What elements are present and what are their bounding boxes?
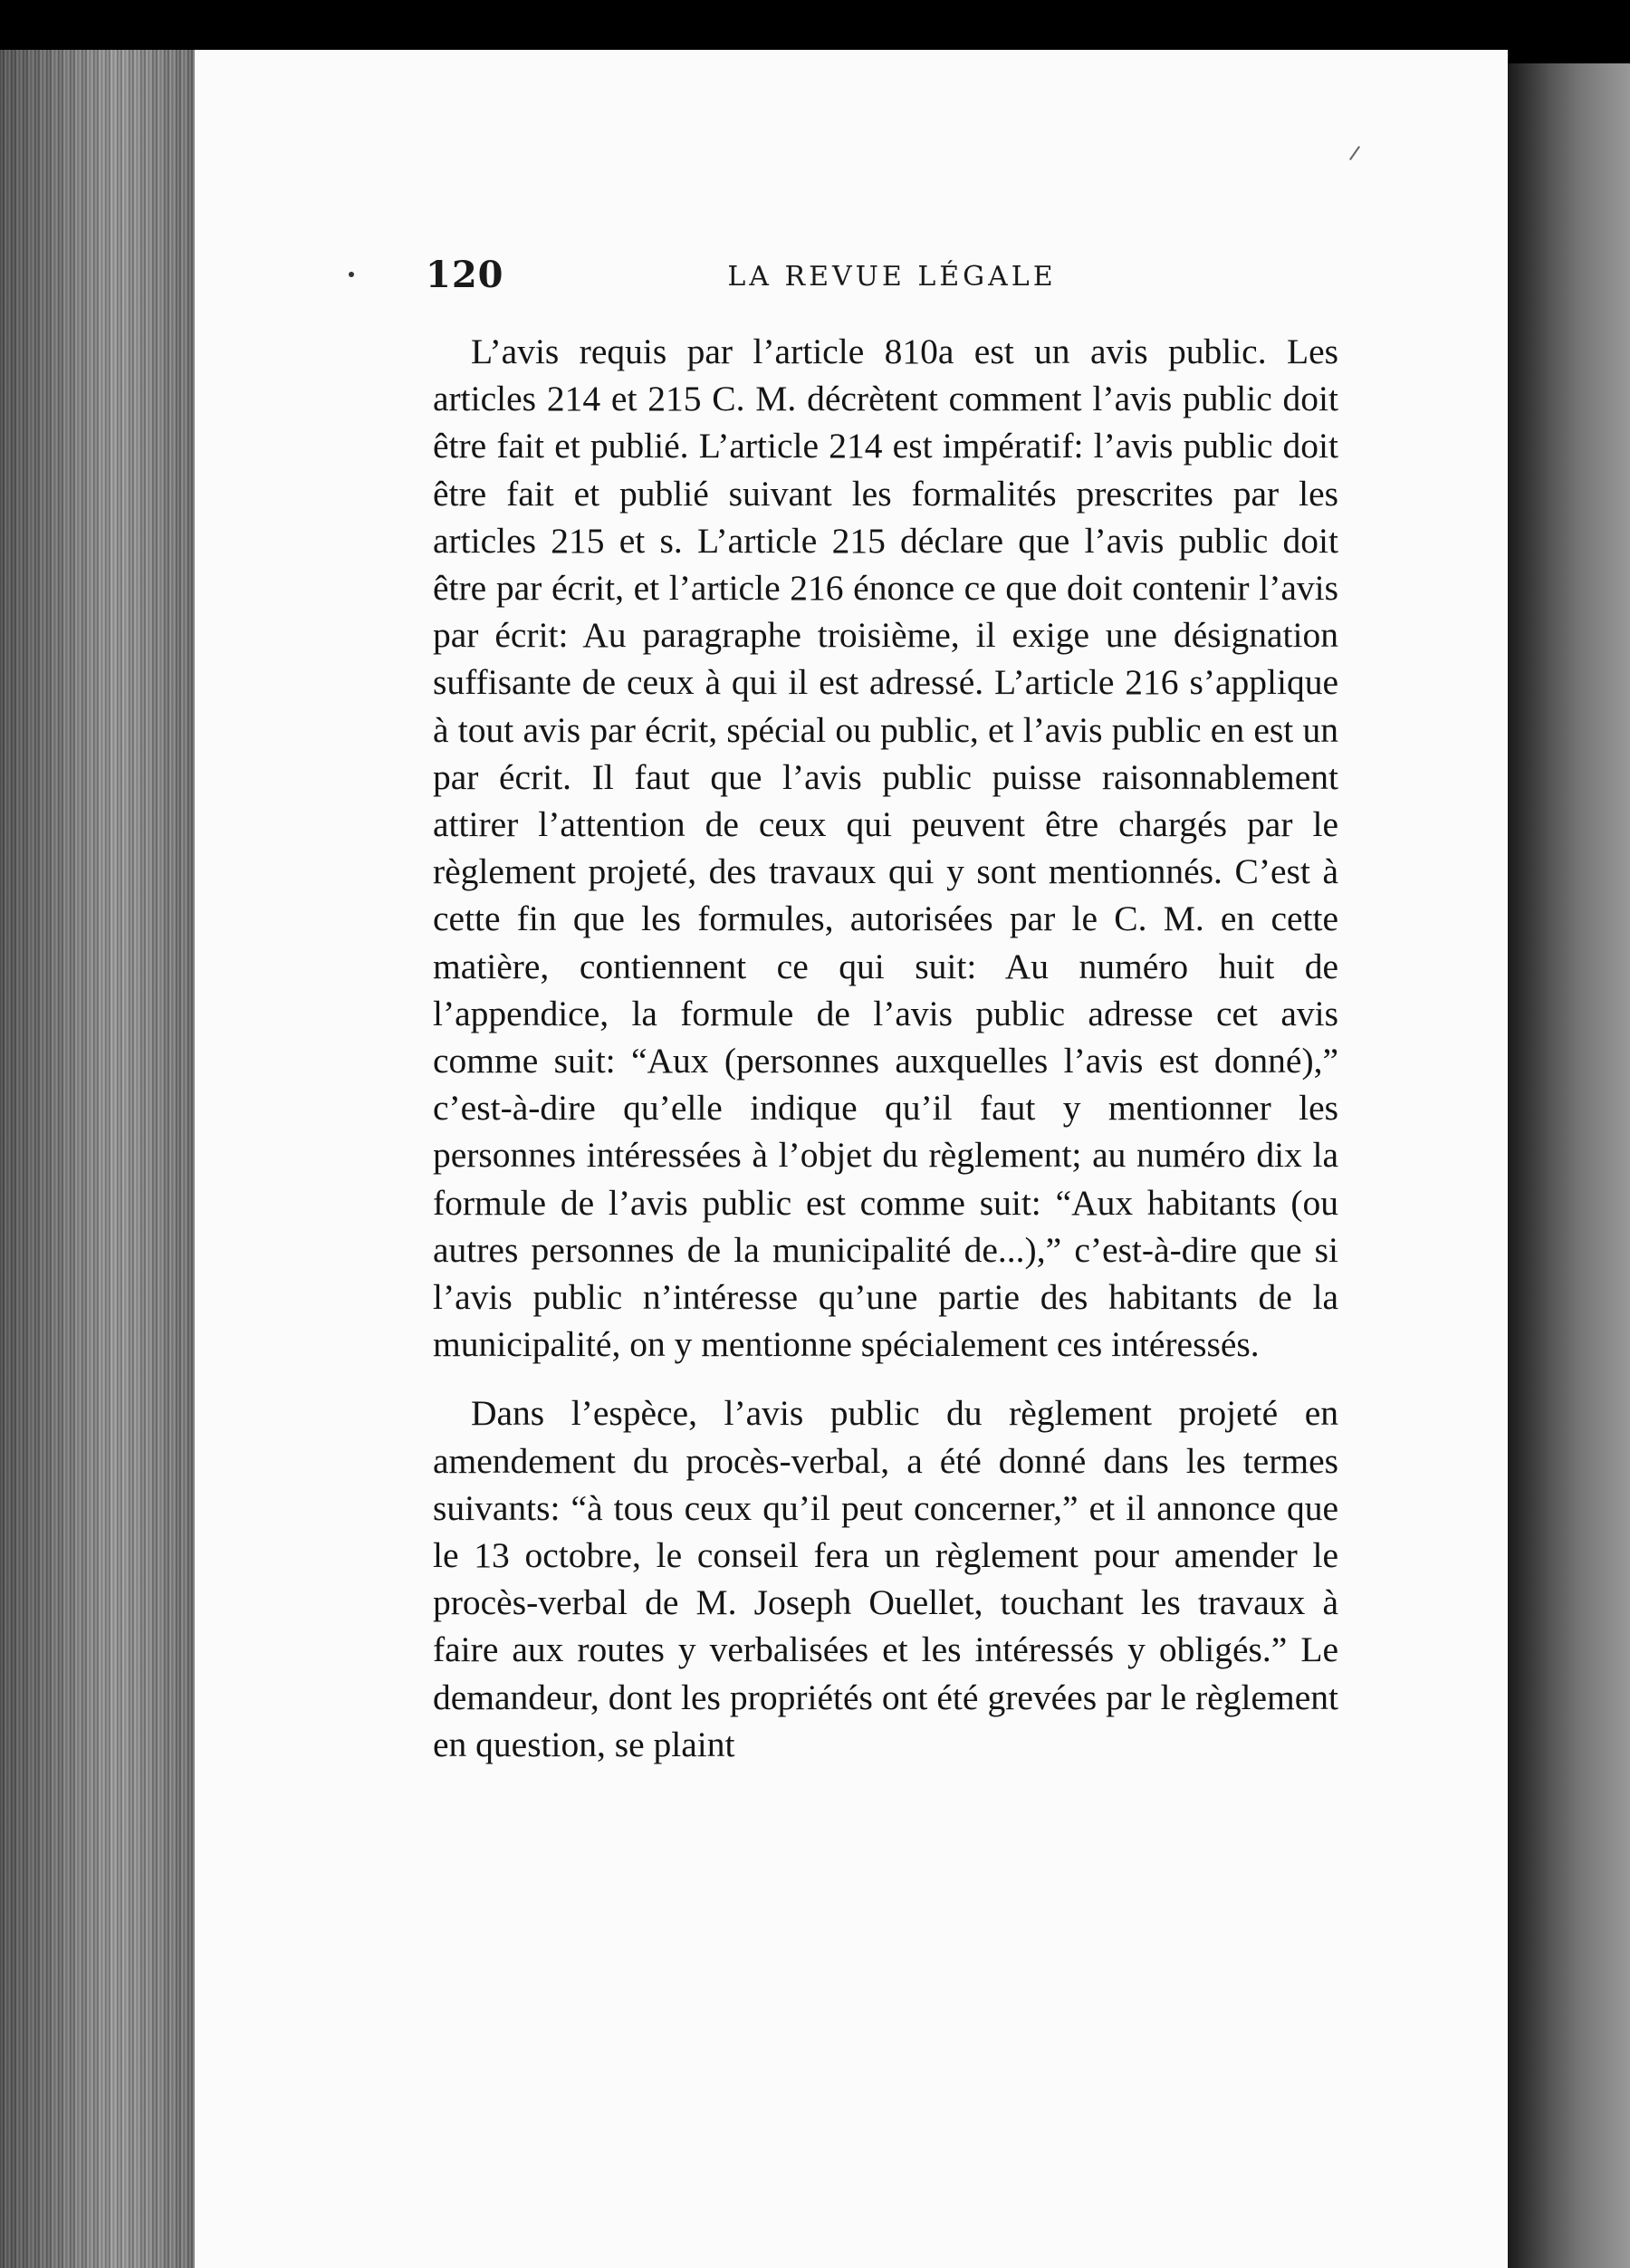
body-text (433, 328, 1338, 1768)
binding-shadow (1508, 63, 1630, 2268)
journal-title: LA REVUE LÉGALE (727, 261, 1057, 293)
margin-mark (349, 272, 354, 277)
book-fore-edge (0, 50, 195, 2268)
paragraph: L’avis requis par l’article 810a est un avis public. Les articles 214 et 215 C. M. décrètent comment l’avis public doit être fait et publié. L’article 214 est impératif: l’avis public doit être fait et publié suivant les formalités prescrites par les articles 215 et s. L’article 215 déclare que l’avis public doit être par écrit, et l’article 216 énonce ce que doit contenir l’avis par écrit: Au paragraphe troisième, il exige une désignation suffisante de ceux à qui il est adressé. L’article 216 s’applique à tout avis par écrit, spécial ou public, et l’avis public en est un par écrit. Il faut que l’avis public puisse raisonnablement attirer l’attention de ceux qui peuvent être chargés par le règlement projeté, des travaux qui y sont mentionnés. C’est à cette fin que les formules, autorisées par le C. M. en cette matière, contiennent ce qui suit: Au numéro huit de l’appendice, la formule de l’avis public adresse cet avis comme suit: “Aux (personnes auxquelles l’avis est donné),” c’est-à-dire qu’elle indique qu’il faut y mentionner les personnes intéressées à l’objet du règlement; au numéro dix la formule de l’avis public est comme suit: “Aux habitants (ou autres personnes de la municipalité de...),” c’est-à-dire que si l’avis public n’intéresse qu’une partie des habitants de la municipalité, on y mentionne spécialement ces intéressés. (433, 332, 1338, 1365)
page-number: 120 (426, 254, 504, 296)
paragraph: Dans l’espèce, l’avis public du règlement projeté en amendement du procès-verbal, a été donné dans les termes suivants: “à tous ceux qu’il peut concerner,” et il annonce que le 13 octobre, le conseil fera un règlement pour amender le procès-verbal de M. Joseph Ouellet, touchant les travaux à faire aux routes y verbalisées et les intéressés y obligés.” Le demandeur, dont les propriétés ont été grevées par le règlement en question, se plaint (433, 1393, 1338, 1764)
running-head (426, 254, 1340, 308)
